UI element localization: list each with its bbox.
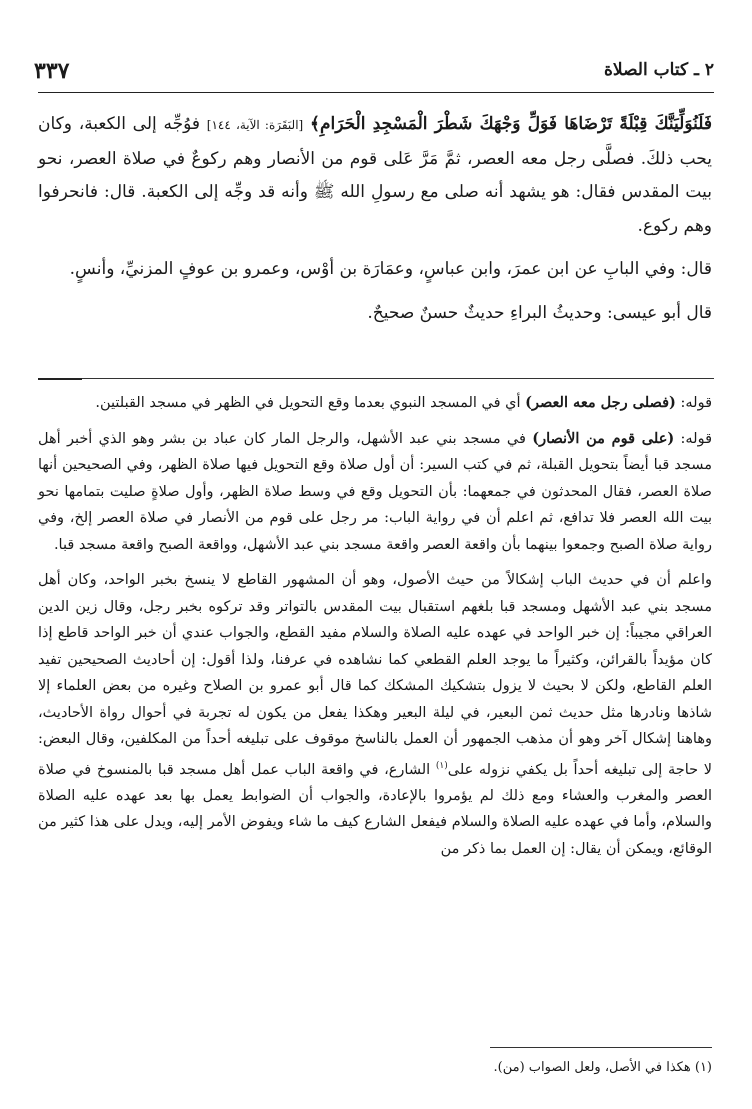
section-separator (38, 378, 714, 384)
hadith-paragraph-2: قال: وفي البابِ عن ابن عمرَ، وابن عباسٍ، وعمَارَة بن أوْس، وعمرو بن عوفٍ المزنيِّ، وأنسٍ. (69, 259, 712, 279)
footnote-rule (490, 1047, 712, 1048)
separator-dash (38, 378, 82, 380)
header-rule (38, 92, 714, 93)
chapter-title: ٢ ـ كتاب الصلاة (604, 60, 714, 80)
commentary-lemma: (فصلى رجل معه العصر) (525, 394, 676, 411)
commentary-paragraph-2 (38, 426, 712, 559)
commentary-text: في مسجد بني عبد الأشهل، والرجل المار كان عباد بن بشر وهو الذي أخبر أهل مسجد قبا أيضاً بتحويل القبلة، ثم في كتب السير: أن أول صلاة وقع التحويل فيها صلاة الظهر، وفي الصحيحين أنها صلاة العصر، فقال المحدثون في جمعهما: بأن التحويل وقع في وسط صلاة الظهر، وأول صلاةٍ صليت بتمامها نحو بيت الله العصر فلا تدافع، ثم اعلم أن في رواية الباب: مر رجل على قوم من الأنصار في صلاة العصر إلخ، وفي رواية صلاة الصبح وجمعوا بينهما بأن واقعة العصر واقعة مسجد بني عبد الأشهل، وواقعة الصبح واقعة مسجد قبا. (38, 430, 712, 553)
hadith-text (38, 108, 712, 330)
footnote-reference[interactable]: (١) (435, 760, 448, 771)
separator-line (38, 378, 714, 379)
commentary-lead: قوله: (680, 395, 712, 411)
quran-reference: [البَقَرَة: الآية، ١٤٤] (206, 118, 304, 132)
page-number: ٣٣٧ (34, 58, 70, 84)
commentary (38, 390, 712, 862)
footnote (38, 1058, 712, 1078)
commentary-text: الشارع، في واقعة الباب عمل أهل مسجد قبا بالمنسوخ في صلاة العصر والمغرب والعشاء ومع ذلك لم يؤمروا بالإعادة، والجواب أن الضوابط يعمل بها بعد عهده عليه الصلاة والسلام، وأما في عهده عليه الصلاة والسلام فيفعل الشارع كيف ما شاء ويفوض الأمر إليه، ويدل على هذا كثير من الوقائع، ويمكن أن يقال: إن العمل بما ذكر من (38, 761, 712, 857)
footnote-text: هكذا في الأصل، ولعل الصواب (من). (493, 1060, 691, 1075)
commentary-lemma: (على قوم من الأنصار) (532, 429, 675, 447)
hadith-paragraph-1 (38, 108, 712, 243)
quran-verse: فَلَنُوَلِّيَنَّكَ قِبْلَةً تَرْضَاهَا فَوَلِّ وَجْهَكَ شَطْرَ الْمَسْجِدِ الْحَرَامِ﴾ (309, 114, 713, 134)
hadith-paragraph-3: قال أبو عيسى: وحديثُ البراءِ حديثٌ حسنٌ صحيحٌ. (367, 302, 712, 323)
commentary-paragraph-1 (38, 390, 712, 417)
commentary-paragraph-3 (38, 567, 712, 862)
footnote-marker: (١) (694, 1060, 712, 1075)
hadith-narration: فوُجِّه إلى الكعبة، وكان يحب ذلكَ. فصلَّى رجل معه العصر، ثمَّ مَرَّ عَلى قوم من الأنصار وهم ركوعٌ في صلاة العصر، نحو بيت المقدس فقال: هو يشهد أنه صلى مع رسولِ الله ﷺ وأنه قد وجِّه إلى الكعبة. قال: فانحرفوا وهم ركوع. (38, 114, 712, 236)
commentary-text: واعلم أن في حديث الباب إشكالاً من حيث الأصول، وهو أن المشهور القاطع لا ينسخ بخبر الواحد، وكان أهل مسجد بني عبد الأشهل ومسجد قبا بلغهم استقبال بيت المقدس بالتواتر وقد تركوه بخبر رجل، وقال زين الدين العراقي مجيباً: إن خبر الواحد في عهده عليه الصلاة والسلام مفيد القطع، والجواب عندي أن خبر الواحد قاطع إذا كان مؤيداً بالقرائن، وكثيراً ما يوجد العلم القطعي كما نشاهده في عرفنا، ولذا أقول: إن أحاديث الصحيحين تفيد العلم القاطع، ولكن لا بحيث لا يزول بتشكيك المشكك كما قال أبو عمرو بن الصلاح وغيره من بعض العلماء إلا شاذها ونادرها مثل حديث ثمن البعير، في ليلة البعير وهكذا يفعل من يكون له تجربة في أحوال رواة الأحاديث، وهاهنا إشكال آخر وهو أن مذهب الجمهور أن العمل بالناسخ موقوف على تبليغه أحداً من المكلفين، وقال البعض: لا حاجة إلى تبليغه أحداً بل يكفي نزوله على (38, 572, 712, 778)
commentary-text: أي في المسجد النبوي بعدما وقع التحويل في الظهر في مسجد القبلتين. (95, 395, 521, 411)
commentary-lead: قوله: (680, 430, 712, 447)
page-header (34, 58, 714, 92)
